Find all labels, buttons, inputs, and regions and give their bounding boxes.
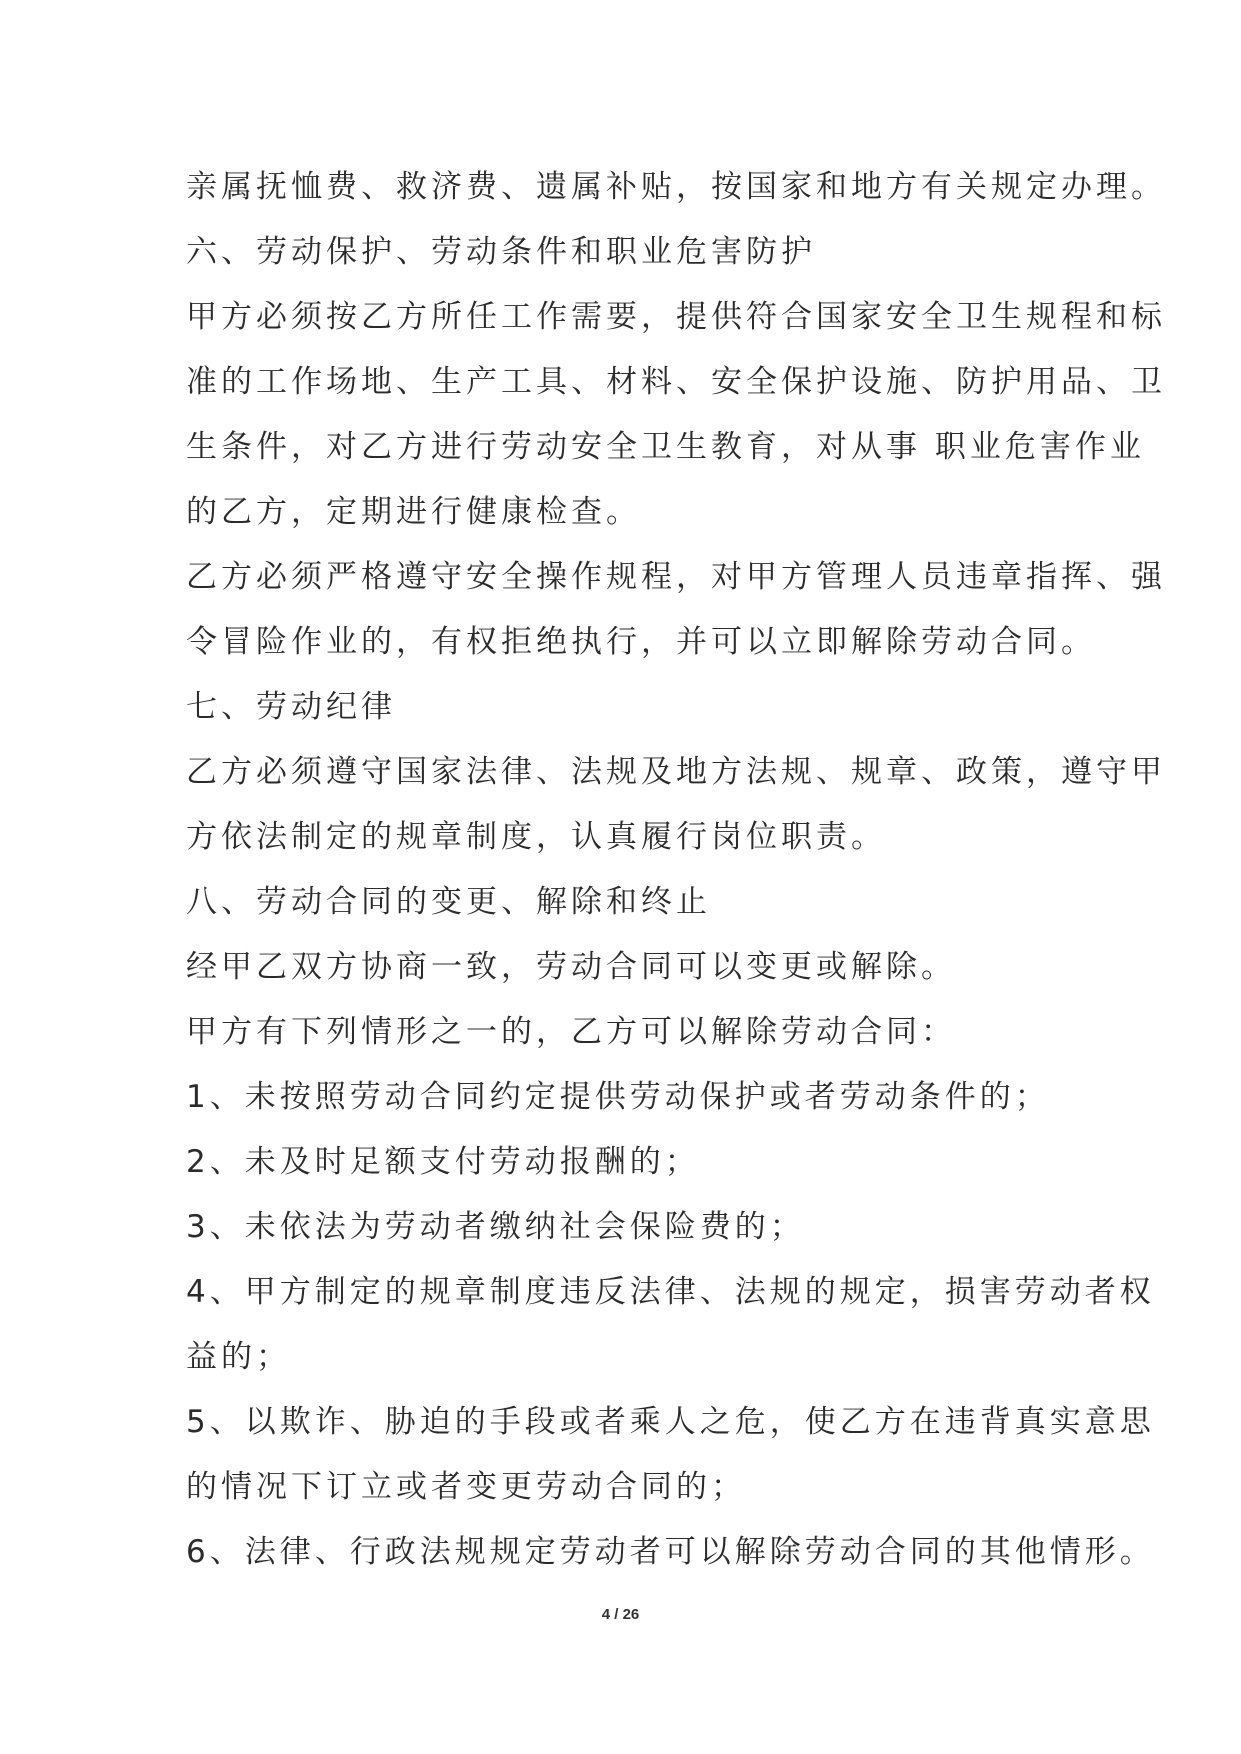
list-item: 4、甲方制定的规章制度违反法律、法规的规定，损害劳动者权 <box>186 1274 1155 1310</box>
section-heading: 八、劳动合同的变更、解除和终止 <box>186 884 711 920</box>
text-line: 甲方有下列情形之一的，乙方可以解除劳动合同： <box>186 1014 956 1050</box>
text-line: 经甲乙双方协商一致，劳动合同可以变更或解除。 <box>186 949 956 985</box>
section-heading: 七、劳动纪律 <box>186 689 396 725</box>
list-item: 5、以欺诈、胁迫的手段或者乘人之危，使乙方在违背真实意思 <box>186 1404 1155 1440</box>
list-item: 3、未依法为劳动者缴纳社会保险费的； <box>186 1209 805 1245</box>
list-item: 2、未及时足额支付劳动报酬的； <box>186 1144 700 1180</box>
text-line: 亲属抚恤费、救济费、遗属补贴，按国家和地方有关规定办理。 <box>186 169 1166 205</box>
text-line: 令冒险作业的，有权拒绝执行，并可以立即解除劳动合同。 <box>186 624 1096 660</box>
document-body <box>186 155 1166 1585</box>
text-line: 甲方必须按乙方所任工作需要，提供符合国家安全卫生规程和标 <box>186 299 1166 335</box>
text-line: 乙方必须遵守国家法律、法规及地方法规、规章、政策，遵守甲 <box>186 754 1166 790</box>
list-item: 1、未按照劳动合同约定提供劳动保护或者劳动条件的； <box>186 1079 1050 1115</box>
text-line: 的乙方，定期进行健康检查。 <box>186 494 641 530</box>
list-item-continuation: 的情况下订立或者变更劳动合同的； <box>186 1469 746 1505</box>
text-line: 方依法制定的规章制度，认真履行岗位职责。 <box>186 819 886 855</box>
text-line: 准的工作场地、生产工具、材料、安全保护设施、防护用品、卫 <box>186 364 1166 400</box>
list-item-continuation: 益的； <box>186 1339 291 1375</box>
section-heading: 六、劳动保护、劳动条件和职业危害防护 <box>186 234 816 270</box>
text-line: 生条件，对乙方进行劳动安全卫生教育，对从事 职业危害作业 <box>186 429 1145 465</box>
text-line: 乙方必须严格遵守安全操作规程，对甲方管理人员违章指挥、强 <box>186 559 1166 595</box>
page-number: 4 / 26 <box>601 1606 640 1623</box>
list-item: 6、法律、行政法规规定劳动者可以解除劳动合同的其他情形。 <box>186 1534 1155 1570</box>
